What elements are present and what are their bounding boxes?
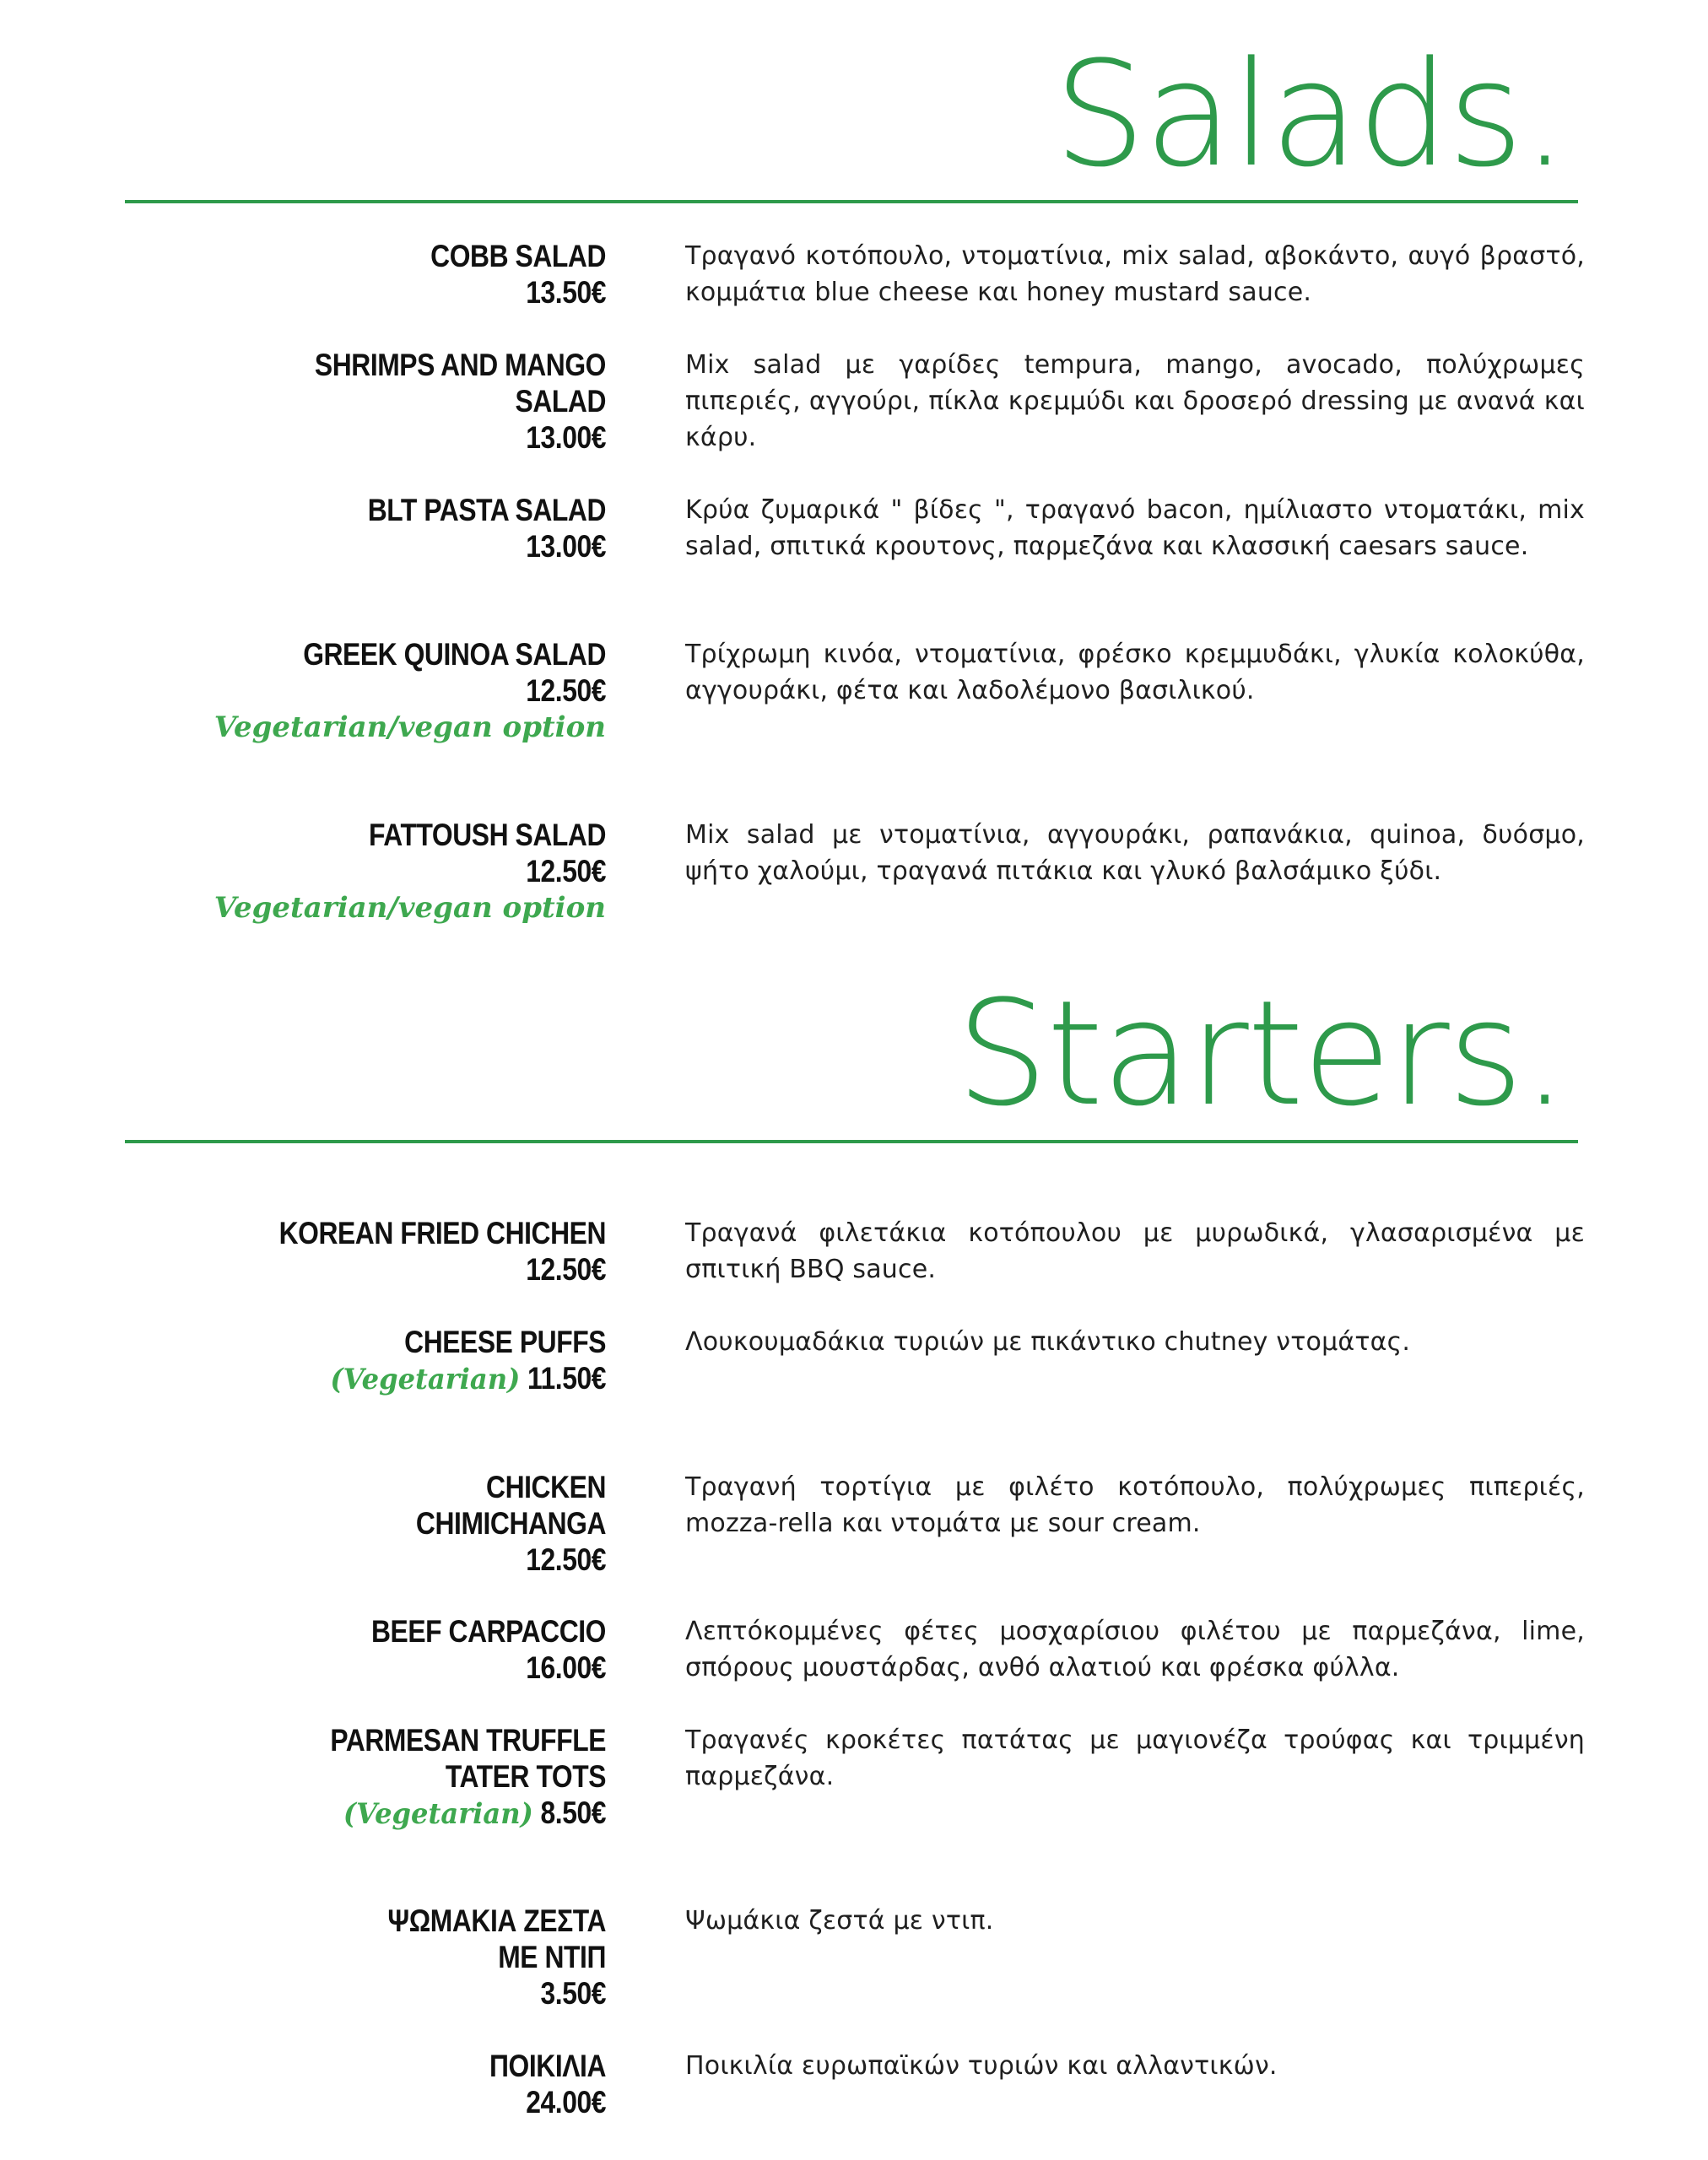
- item-description: Ποικιλία ευρωπαϊκών τυριών και αλλαντικών.: [685, 2051, 1278, 2081]
- item-description: Κρύα ζυμαρικά " βίδες ", τραγανό bacon, ημίλιαστο ντοματάκι, mix salad, σπιτικά κρουτονς, παρμεζάνα και κλασσική caesars sauce.: [685, 495, 1585, 561]
- item-description: Ψωμάκια ζεστά με ντιπ.: [685, 1906, 994, 1936]
- item-price: 12.50€: [526, 854, 606, 888]
- vegetarian-note: (Vegetarian): [330, 1363, 521, 1396]
- item-price: 13.00€: [526, 529, 606, 564]
- item-description: Mix salad με γαρίδες tempura, mango, avocado, πολύχρωμες πιπεριές, αγγούρι, πίκλα κρεμμύδι και δροσερό dressing με ανανά και κάρυ.: [685, 350, 1585, 452]
- starters-divider: [125, 1140, 1578, 1143]
- item-description: Mix salad με ντοματίνια, αγγουράκι, ραπανάκια, quinoa, δυόσμο, ψήτο χαλούμι, τραγανά πιτάκια και γλυκό βαλσάμικο ξύδι.: [685, 820, 1585, 886]
- item-name: ΨΩΜΑΚΙΑ ΖΕΣΤΑ ΜΕ ΝΤΙΠ: [387, 1904, 606, 1974]
- item-price: 12.50€: [526, 673, 606, 708]
- item-name: BEEF CARPACCIO: [370, 1614, 606, 1649]
- item-name: CHICKEN CHIMICHANGA: [415, 1470, 606, 1541]
- item-description: Τραγανό κοτόπουλο, ντοματίνια, mix salad, αβοκάντο, αυγό βραστό, κομμάτια blue cheese και honey mustard sauce.: [685, 241, 1585, 307]
- item-name: PARMESAN TRUFFLE TATER TOTS: [330, 1723, 606, 1794]
- salads-divider: [125, 200, 1578, 203]
- vegetarian-option-note: Vegetarian/vegan option: [214, 891, 606, 925]
- item-name: CHEESE PUFFS: [404, 1325, 606, 1359]
- item-name: FATTOUSH SALAD: [369, 818, 606, 852]
- item-price: (Vegetarian) 8.50€: [343, 1796, 606, 1831]
- item-description: Τραγανές κροκέτες πατάτας με μαγιονέζα τρούφας και τριμμένη παρμεζάνα.: [685, 1725, 1585, 1791]
- item-description: Τραγανά φιλετάκια κοτόπουλου με μυρωδικά, γλασαρισμένα με σπιτική BBQ sauce.: [685, 1218, 1585, 1284]
- starters-title: Starters.: [955, 969, 1566, 1138]
- item-price: 12.50€: [526, 1252, 606, 1287]
- item-price: 13.00€: [526, 420, 606, 455]
- item-description: Τραγανή τορτίγια με φιλέτο κοτόπουλο, πολύχρωμες πιπεριές, mozza-rella και ντομάτα με sour cream.: [685, 1472, 1585, 1538]
- item-name: GREEK QUINOA SALAD: [303, 637, 606, 672]
- item-name: BLT PASTA SALAD: [367, 493, 606, 527]
- vegetarian-note: (Vegetarian): [343, 1797, 533, 1831]
- item-price: 13.50€: [526, 275, 606, 310]
- item-price: 3.50€: [540, 1976, 606, 2011]
- salads-title: Salads.: [1053, 30, 1566, 199]
- item-description: Λεπτόκομμένες φέτες μοσχαρίσιου φιλέτου με παρμεζάνα, lime, σπόρους μουστάρδας, ανθό αλατιού και φρέσκα φύλλα.: [685, 1617, 1585, 1682]
- vegetarian-option-note: Vegetarian/vegan option: [214, 710, 606, 744]
- item-description: Λουκουμαδάκια τυριών με πικάντικο chutney ντομάτας.: [685, 1327, 1411, 1357]
- item-name: ΠΟΙΚΙΛΙΑ: [489, 2049, 606, 2083]
- item-price: (Vegetarian) 11.50€: [330, 1361, 606, 1396]
- item-name: KOREAN FRIED CHICHEN: [278, 1216, 606, 1250]
- item-price: 16.00€: [526, 1650, 606, 1685]
- item-price: 12.50€: [526, 1542, 606, 1577]
- item-description: Τρίχρωμη κινόα, ντοματίνια, φρέσκο κρεμμυδάκι, γλυκία κολοκύθα, αγγουράκι, φέτα και λαδολέμονο βασιλικού.: [685, 640, 1585, 705]
- item-price: 24.00€: [526, 2085, 606, 2120]
- item-name: COBB SALAD: [430, 239, 606, 273]
- item-name: SHRIMPS AND MANGO SALAD: [314, 348, 606, 418]
